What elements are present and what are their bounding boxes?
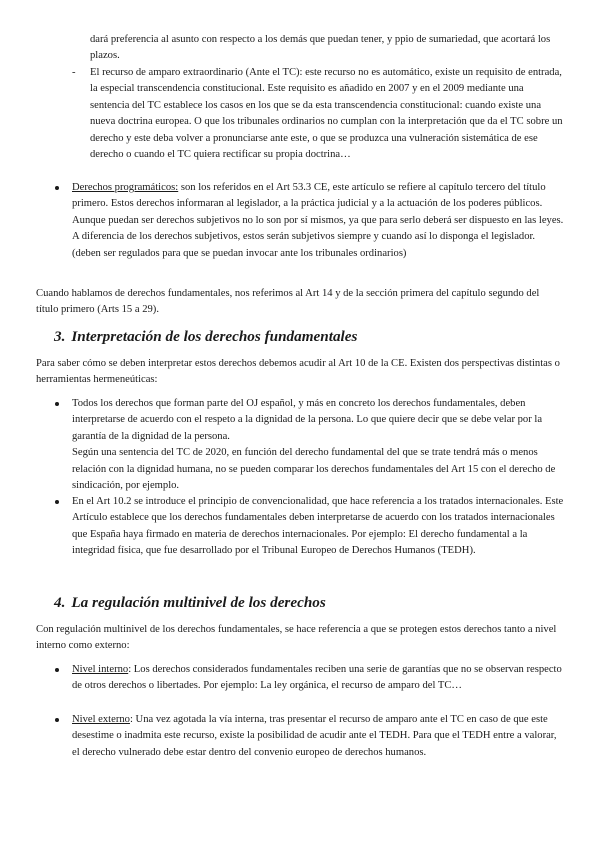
programaticos-body: son los referidos en el Art 53.3 CE, este artículo se refiere al capítulo tercero del título primero. Estos derechos informaran al legislador, a la práctica judicial y a la actuación de los poderes públicos. Aunque puedan ser derechos subjetivos no lo son por sí mismos, ya que para serlo deberá ser dispuesto en las leyes. A diferencia de los derechos subjetivos, estos serán subjetivos siempre y cuando así lo disponga el legislador. (deben ser regulados para que se puedan invocar ante los tribunales ordinarios) — [72, 182, 564, 259]
continuation-text — [90, 32, 564, 65]
section-4-bullet-interno — [56, 662, 564, 695]
bullet-programaticos — [56, 180, 564, 262]
section-3-heading — [54, 327, 357, 347]
section-3-bullet-1-text: Todos los derechos que forman parte del OJ español, y más en concreto los derechos fundamentales, deben interpretarse de acuerdo con el respeto a la dignidad de la persona. Lo que quiere decir que se debe velar por la garantía de la dignidad de la persona. — [72, 398, 543, 442]
section-3-bullet-2 — [56, 494, 564, 560]
nivel-interno-body: : Los derechos considerados fundamentales reciben una serie de garantías que no se observan respecto de otros derechos o libertades. Por ejemplo: La ley orgánica, el recurso de amparo del TC… — [72, 664, 562, 692]
programaticos-text — [72, 180, 564, 262]
continuation-first-lines: dará preferencia al asunto con respecto a los demás que puedan tener, y ppio de sumariedad, que acortará los plazos. — [90, 34, 551, 62]
section-4-bullet-externo — [56, 712, 564, 761]
programaticos-term: Derechos programáticos: — [72, 182, 179, 193]
bullet-dot-icon — [55, 500, 59, 504]
bullet-dot-icon — [55, 186, 59, 190]
bullet-dot-icon — [55, 718, 59, 722]
section-3-bullet-2-text: En el Art 10.2 se introduce el principio de convencionalidad, que hace referencia a los tratados internacionales. Este Artículo establece que los derechos fundamentales deben interpretarse de acuerdo con los tratados internacionales que España haya firmado en materia de derechos internacionales. Por ejemplo: El derecho fundamental a la integridad física, que fue desarrollado por el Tribunal Europeo de Derechos Humanos (TEDH). — [72, 496, 564, 557]
section-4-title: La regulación multinivel de los derechos — [71, 594, 326, 611]
nivel-externo-body: : Una vez agotada la vía interna, tras presentar el recurso de amparo ante el TC en caso de que este desestime o inadmita este recurso, existe la posibilidad de acudir ante el TEDH. Para que el TEDH entre a valorar, el derecho vulnerado debe estar dentro del convenio europeo de derechos humanos. — [72, 714, 557, 758]
fundamentales-intro-text: Cuando hablamos de derechos fundamentales, nos referimos al Art 14 y de la sección primera del capítulo segundo del título primero (Arts 15 a 29). — [36, 288, 540, 316]
section-3-bullet-1-extra: Según una sentencia del TC de 2020, en función del derecho fundamental del que se trate tendrá más o menos relación con la dignidad humana, no se pueden comparar los derechos fundamentales del Art 15 con el derecho de sindicación, por ejemplo. — [72, 447, 556, 492]
fundamentales-intro — [36, 286, 564, 319]
section-4-heading — [54, 593, 326, 613]
dash-marker: - — [72, 67, 76, 78]
section-4-intro-text: Con regulación multinivel de los derechos fundamentales, se hace referencia a que se protegen estos derechos tanto a nivel interno como externo: — [36, 624, 557, 652]
section-4-number: 4. — [54, 594, 66, 611]
section-3-title: Interpretación de los derechos fundamentales — [71, 328, 358, 345]
nivel-interno-term: Nivel interno — [72, 664, 129, 675]
section-3-bullet-1 — [56, 396, 564, 494]
nivel-interno-text — [72, 662, 564, 695]
dash-list-item — [72, 65, 564, 163]
section-3-number: 3. — [54, 328, 66, 345]
section-3-intro — [36, 356, 564, 389]
nivel-externo-term: Nivel externo — [72, 714, 130, 725]
bullet-dot-icon — [55, 402, 59, 406]
section-4-intro — [36, 622, 564, 655]
section-3-intro-text: Para saber cómo se deben interpretar estos derechos debemos acudir al Art 10 de la CE. Existen dos perspectivas distintas o herramientas hermeneúticas: — [36, 358, 560, 386]
dash-item-text: El recurso de amparo extraordinario (Ante el TC): este recurso no es automático, existe un requisito de entrada, la especial transcendencia constitucional. Este requisito es añadido en 2007 y en el 2009 mediante una sentencia del TC establece los casos en los que se da esta transcendencia constitucional: cuando existe una nueva doctrina europea. O que los tribunales ordinarios no cumplan con la interpretación que da el TC sobre un derecho y este deba volver a pronunciarse ante este, o que se produzca una vulneración sistemática de ese derecho o cuando el TC quiera rectificar su propia doctrina… — [90, 67, 563, 161]
bullet-dot-icon — [55, 668, 59, 672]
nivel-externo-text — [72, 712, 564, 761]
